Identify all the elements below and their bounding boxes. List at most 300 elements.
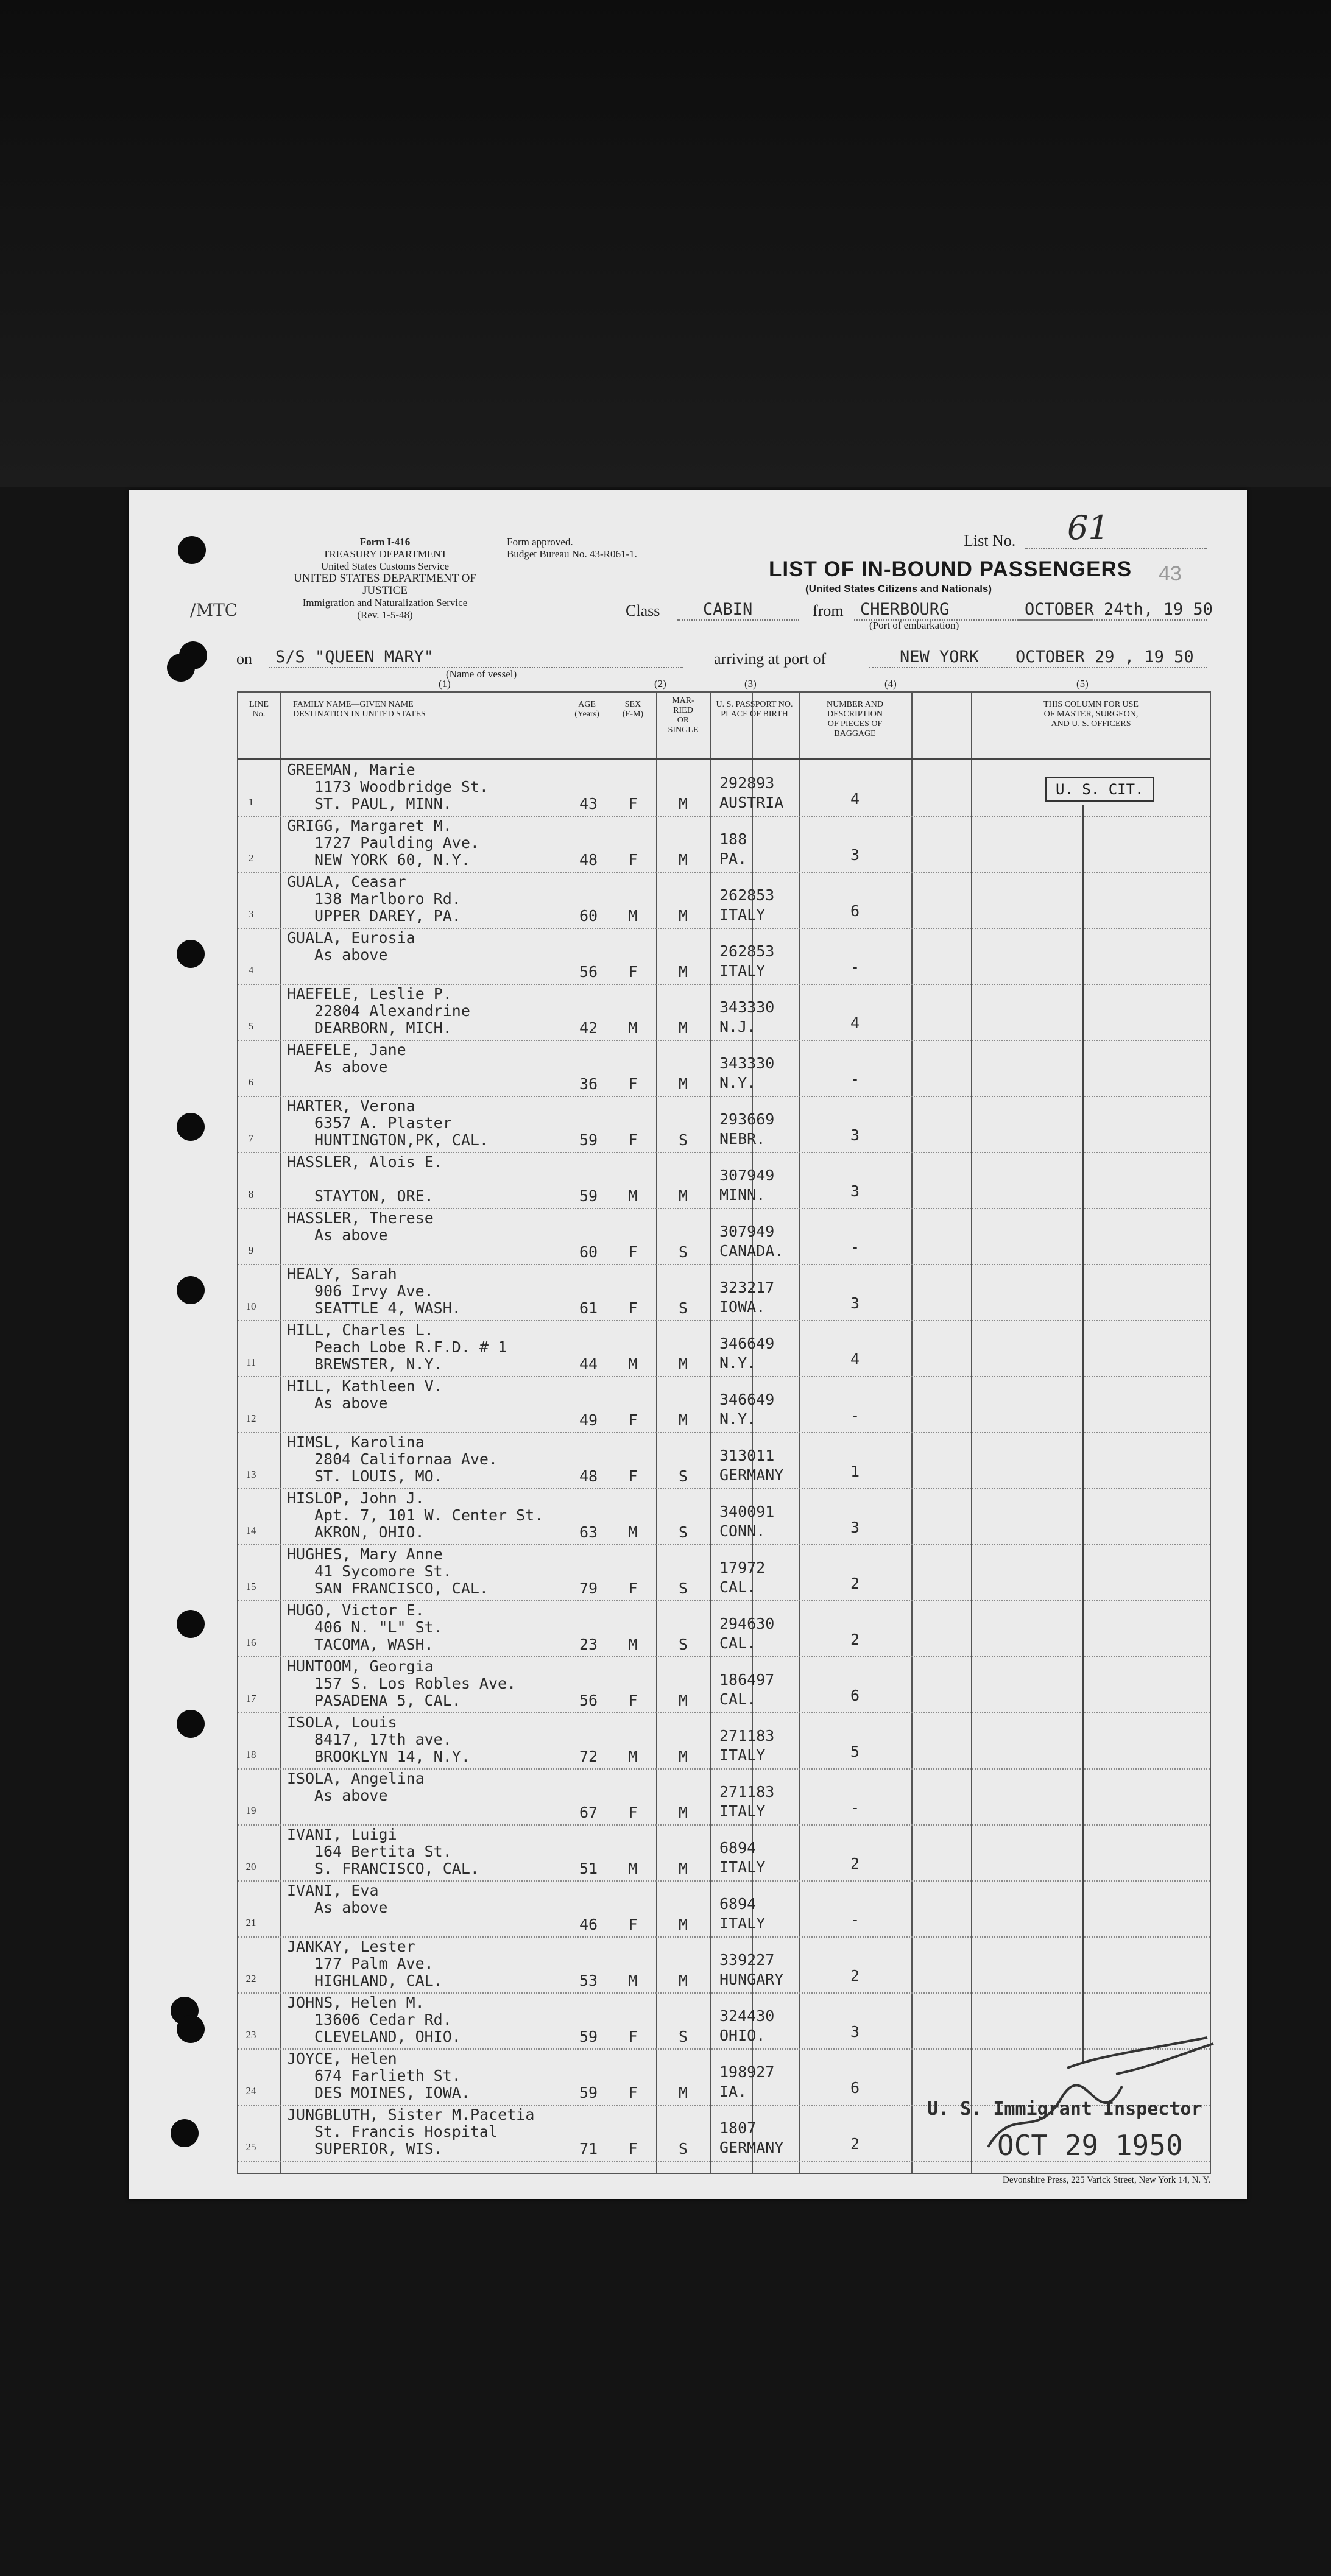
passenger-age: 51 bbox=[579, 1860, 598, 1877]
passport-number: 271183 bbox=[719, 1783, 775, 1801]
passenger-city: SUPERIOR, WIS. bbox=[314, 2140, 443, 2158]
passenger-age: 59 bbox=[579, 2084, 598, 2101]
passenger-name: HUGHES, Mary Anne bbox=[287, 1545, 443, 1563]
marital-status: M bbox=[678, 851, 688, 869]
passenger-sex: F bbox=[628, 1131, 638, 1149]
header-line-no: LINE No. bbox=[249, 700, 269, 719]
place-of-birth: ITALY bbox=[719, 1858, 766, 1876]
place-of-birth: GERMANY bbox=[719, 1466, 784, 1484]
place-of-birth: GERMANY bbox=[719, 2139, 784, 2156]
passenger-age: 56 bbox=[579, 963, 598, 981]
place-of-birth: AUSTRIA bbox=[719, 794, 784, 811]
list-number-line bbox=[1025, 548, 1207, 549]
table-row bbox=[238, 1936, 1210, 1994]
marital-status: M bbox=[678, 1748, 688, 1765]
passport-number: 323217 bbox=[719, 1279, 775, 1296]
passenger-name: GUALA, Ceasar bbox=[287, 873, 406, 891]
ins-service: Immigration and Naturalization Service bbox=[302, 597, 468, 609]
passenger-name: HILL, Kathleen V. bbox=[287, 1377, 443, 1395]
passenger-name: IVANI, Eva bbox=[287, 1882, 379, 1899]
table-row bbox=[238, 1376, 1210, 1433]
passenger-table bbox=[237, 691, 1211, 2174]
document-subtitle: (United States Citizens and Nationals) bbox=[805, 583, 992, 595]
us-citizen-stamp: U. S. CIT. bbox=[1045, 777, 1154, 802]
baggage-count: 5 bbox=[850, 1743, 860, 1760]
passport-number: 188 bbox=[719, 830, 747, 848]
inspector-signature-icon bbox=[976, 2031, 1220, 2165]
passenger-name: HISLOP, John J. bbox=[287, 1489, 425, 1507]
place-of-birth: ITALY bbox=[719, 962, 766, 979]
passenger-sex: M bbox=[628, 1019, 638, 1037]
place-of-birth: CAL. bbox=[719, 1690, 757, 1708]
punch-hole bbox=[177, 940, 205, 968]
passenger-address: As above bbox=[314, 1899, 388, 1916]
passenger-age: 49 bbox=[579, 1411, 598, 1429]
passenger-age: 36 bbox=[579, 1075, 598, 1093]
passenger-sex: F bbox=[628, 851, 638, 869]
passenger-manifest-page bbox=[129, 490, 1247, 2199]
passenger-name: JOYCE, Helen bbox=[287, 2050, 397, 2067]
line-number: 25 bbox=[245, 2141, 256, 2153]
passenger-sex: F bbox=[628, 1243, 638, 1261]
table-row bbox=[238, 1712, 1210, 1770]
passenger-address: St. Francis Hospital bbox=[314, 2123, 498, 2140]
stamped-page-number: 43 bbox=[1159, 562, 1182, 585]
punch-hole bbox=[171, 2119, 199, 2147]
line-number: 9 bbox=[248, 1244, 254, 1256]
marital-status: M bbox=[678, 1187, 688, 1205]
line-number: 12 bbox=[245, 1413, 256, 1424]
line-number: 13 bbox=[245, 1469, 256, 1480]
printer-footer: Devonshire Press, 225 Varick Street, New York 14, N. Y. bbox=[1003, 2175, 1210, 2185]
passport-number: 262853 bbox=[719, 886, 775, 904]
on-label: on bbox=[236, 650, 252, 668]
baggage-count: 1 bbox=[850, 1463, 860, 1480]
passenger-name: GRIGG, Margaret M. bbox=[287, 817, 452, 835]
passenger-address: 674 Farlieth St. bbox=[314, 2067, 461, 2084]
budget-bureau: Budget Bureau No. 43-R061-1. bbox=[507, 548, 637, 560]
departure-date: OCTOBER 24th, 19 50 bbox=[1025, 600, 1213, 619]
citizen-bracket-line bbox=[1082, 805, 1084, 2063]
marital-status: S bbox=[678, 1299, 688, 1317]
passenger-city: BREWSTER, N.Y. bbox=[314, 1355, 443, 1373]
embarkation-note: (Port of embarkation) bbox=[869, 619, 959, 631]
col-number-5: (5) bbox=[1076, 678, 1089, 690]
marital-status: M bbox=[678, 1019, 688, 1037]
line-number: 11 bbox=[245, 1357, 256, 1368]
passenger-sex: F bbox=[628, 2084, 638, 2101]
baggage-count: 6 bbox=[850, 902, 860, 920]
marital-status: M bbox=[678, 795, 688, 813]
passenger-sex: F bbox=[628, 1299, 638, 1317]
passenger-age: 59 bbox=[579, 2028, 598, 2045]
line-number: 18 bbox=[245, 1749, 256, 1760]
table-row bbox=[238, 1152, 1210, 1209]
passenger-address: Apt. 7, 101 W. Center St. bbox=[314, 1506, 544, 1524]
table-row bbox=[238, 1600, 1210, 1657]
table-row bbox=[238, 1768, 1210, 1826]
passenger-sex: F bbox=[628, 1916, 638, 1933]
passenger-name: HEALY, Sarah bbox=[287, 1265, 397, 1283]
passport-number: 343330 bbox=[719, 998, 775, 1016]
passenger-name: JOHNS, Helen M. bbox=[287, 1994, 425, 2011]
passport-number: 340091 bbox=[719, 1503, 775, 1520]
passenger-age: 46 bbox=[579, 1916, 598, 1933]
passenger-name: ISOLA, Angelina bbox=[287, 1770, 425, 1787]
punch-hole bbox=[177, 1710, 205, 1738]
passenger-city: DEARBORN, MICH. bbox=[314, 1019, 452, 1037]
list-number-handwritten: 61 bbox=[1067, 509, 1109, 547]
passenger-sex: M bbox=[628, 1860, 638, 1877]
form-number: Form I-416 bbox=[359, 536, 411, 548]
line-number: 10 bbox=[245, 1300, 256, 1312]
line-number: 2 bbox=[248, 852, 254, 864]
line-number: 19 bbox=[245, 1805, 256, 1816]
passenger-address: 13606 Cedar Rd. bbox=[314, 2011, 452, 2028]
passenger-city: STAYTON, ORE. bbox=[314, 1187, 434, 1205]
passenger-address: 1173 Woodbridge St. bbox=[314, 778, 489, 796]
table-row bbox=[238, 816, 1210, 873]
date-line bbox=[1019, 619, 1207, 621]
passenger-address: 2804 Californaa Ave. bbox=[314, 1450, 498, 1468]
passenger-address: 177 Palm Ave. bbox=[314, 1955, 434, 1972]
arrival-line bbox=[869, 667, 1207, 668]
passenger-age: 60 bbox=[579, 907, 598, 925]
passenger-age: 42 bbox=[579, 1019, 598, 1037]
table-header bbox=[238, 693, 1210, 760]
passenger-sex: F bbox=[628, 1075, 638, 1093]
passenger-sex: F bbox=[628, 1467, 638, 1485]
marital-status: S bbox=[678, 1467, 688, 1485]
passenger-age: 44 bbox=[579, 1355, 598, 1373]
passenger-age: 48 bbox=[579, 1467, 598, 1485]
passenger-city: NEW YORK 60, N.Y. bbox=[314, 851, 470, 869]
passenger-name: HUNTOOM, Georgia bbox=[287, 1657, 434, 1675]
list-number-label: List No. bbox=[964, 532, 1016, 549]
passport-number: 262853 bbox=[719, 942, 775, 960]
baggage-count: - bbox=[850, 1799, 860, 1816]
passenger-age: 43 bbox=[579, 795, 598, 813]
passenger-city: TACOMA, WASH. bbox=[314, 1636, 434, 1653]
place-of-birth: CANADA. bbox=[719, 1242, 784, 1260]
place-of-birth: IA. bbox=[719, 2083, 747, 2100]
marital-status: S bbox=[678, 1243, 688, 1261]
line-number: 8 bbox=[248, 1188, 254, 1200]
vessel-note: (Name of vessel) bbox=[446, 668, 517, 680]
passenger-name: JUNGBLUTH, Sister M.Pacetia bbox=[287, 2106, 535, 2123]
passenger-address: As above bbox=[314, 1058, 388, 1076]
marital-status: S bbox=[678, 1131, 688, 1149]
passenger-age: 53 bbox=[579, 1972, 598, 1989]
passport-number: 293669 bbox=[719, 1110, 775, 1128]
passenger-age: 60 bbox=[579, 1243, 598, 1261]
line-number: 23 bbox=[245, 2029, 256, 2041]
place-of-birth: CAL. bbox=[719, 1578, 757, 1596]
passenger-sex: M bbox=[628, 1636, 638, 1653]
baggage-count: 3 bbox=[850, 1519, 860, 1536]
col-number-1: (1) bbox=[439, 678, 451, 690]
table-row bbox=[238, 1544, 1210, 1601]
passenger-city: SEATTLE 4, WASH. bbox=[314, 1299, 461, 1317]
place-of-birth: N.J. bbox=[719, 1018, 757, 1036]
punch-hole bbox=[177, 1610, 205, 1638]
passenger-name: GREEMAN, Marie bbox=[287, 761, 415, 778]
passport-number: 313011 bbox=[719, 1447, 775, 1464]
passenger-sex: F bbox=[628, 2140, 638, 2158]
passport-number: 307949 bbox=[719, 1223, 775, 1240]
passenger-name: HUGO, Victor E. bbox=[287, 1601, 425, 1619]
table-row bbox=[238, 1880, 1210, 1938]
line-number: 21 bbox=[245, 1917, 256, 1928]
table-row bbox=[238, 1320, 1210, 1377]
line-number: 14 bbox=[245, 1525, 256, 1536]
line-number: 15 bbox=[245, 1581, 256, 1592]
place-of-birth: CONN. bbox=[719, 1522, 766, 1540]
arrival-port: NEW YORK bbox=[900, 648, 980, 666]
vessel-name: S/S "QUEEN MARY" bbox=[275, 648, 434, 666]
col-number-3: (3) bbox=[744, 678, 757, 690]
passenger-sex: F bbox=[628, 2028, 638, 2045]
place-of-birth: OHIO. bbox=[719, 2027, 766, 2044]
passenger-city: SAN FRANCISCO, CAL. bbox=[314, 1579, 489, 1597]
place-of-birth: MINN. bbox=[719, 1186, 766, 1204]
passenger-sex: M bbox=[628, 1523, 638, 1541]
inspector-stamp: U. S. Immigrant Inspector bbox=[927, 2098, 1202, 2120]
passenger-name: HAEFELE, Jane bbox=[287, 1041, 406, 1059]
passenger-sex: M bbox=[628, 1748, 638, 1765]
marital-status: S bbox=[678, 2140, 688, 2158]
passenger-sex: M bbox=[628, 907, 638, 925]
table-row bbox=[238, 1488, 1210, 1545]
passport-number: 198927 bbox=[719, 2063, 775, 2081]
passenger-address: 6357 A. Plaster bbox=[314, 1114, 452, 1132]
passenger-address: Peach Lobe R.F.D. # 1 bbox=[314, 1338, 507, 1356]
baggage-count: 2 bbox=[850, 2135, 860, 2153]
line-number: 3 bbox=[248, 908, 254, 920]
passenger-sex: M bbox=[628, 1355, 638, 1373]
passenger-address: 8417, 17th ave. bbox=[314, 1731, 452, 1748]
punch-hole bbox=[177, 2015, 205, 2043]
baggage-count: 2 bbox=[850, 1631, 860, 1648]
line-number: 5 bbox=[248, 1020, 254, 1032]
baggage-count: - bbox=[850, 1238, 860, 1256]
marital-status: M bbox=[678, 1411, 688, 1429]
passenger-address: 157 S. Los Robles Ave. bbox=[314, 1674, 517, 1692]
passenger-address: 41 Sycomore St. bbox=[314, 1562, 452, 1580]
passenger-address: As above bbox=[314, 1394, 388, 1412]
passenger-address: 906 Irvy Ave. bbox=[314, 1282, 434, 1300]
treasury-department: TREASURY DEPARTMENT bbox=[322, 548, 448, 560]
passenger-name: HILL, Charles L. bbox=[287, 1321, 434, 1339]
marital-status: M bbox=[678, 907, 688, 925]
passenger-city: ST. LOUIS, MO. bbox=[314, 1467, 443, 1485]
passport-number: 6894 bbox=[719, 1839, 757, 1857]
baggage-count: 3 bbox=[850, 846, 860, 864]
marital-status: M bbox=[678, 1355, 688, 1373]
passenger-sex: M bbox=[628, 1187, 638, 1205]
table-row bbox=[238, 872, 1210, 929]
passport-number: 346649 bbox=[719, 1391, 775, 1408]
passport-number: 343330 bbox=[719, 1054, 775, 1072]
baggage-count: 3 bbox=[850, 1126, 860, 1144]
place-of-birth: HUNGARY bbox=[719, 1971, 784, 1988]
passenger-age: 59 bbox=[579, 1131, 598, 1149]
baggage-count: - bbox=[850, 1406, 860, 1424]
table-row bbox=[238, 1264, 1210, 1321]
passport-number: 1807 bbox=[719, 2119, 757, 2137]
passport-number: 346649 bbox=[719, 1335, 775, 1352]
passenger-name: HASSLER, Alois E. bbox=[287, 1153, 443, 1171]
passenger-address: 22804 Alexandrine bbox=[314, 1002, 470, 1020]
place-of-birth: N.Y. bbox=[719, 1074, 757, 1092]
passenger-address: As above bbox=[314, 1226, 388, 1244]
passenger-city: BROOKLYN 14, N.Y. bbox=[314, 1748, 470, 1765]
passenger-sex: F bbox=[628, 795, 638, 813]
passenger-city: HUNTINGTON,PK, CAL. bbox=[314, 1131, 489, 1149]
marital-status: S bbox=[678, 1523, 688, 1541]
header-name: FAMILY NAME—GIVEN NAME DESTINATION IN UNITED STATES bbox=[293, 700, 426, 719]
passenger-city: UPPER DAREY, PA. bbox=[314, 907, 461, 925]
passenger-sex: F bbox=[628, 1692, 638, 1709]
margin-annotation: /MTC bbox=[190, 600, 238, 620]
arriving-label: arriving at port of bbox=[714, 650, 827, 668]
passenger-address: 164 Bertita St. bbox=[314, 1843, 452, 1860]
passenger-age: 61 bbox=[579, 1299, 598, 1317]
place-of-birth: ITALY bbox=[719, 906, 766, 923]
table-row bbox=[238, 1656, 1210, 1713]
place-of-birth: N.Y. bbox=[719, 1410, 757, 1428]
baggage-count: - bbox=[850, 1070, 860, 1088]
table-row bbox=[238, 1432, 1210, 1489]
passenger-name: GUALA, Eurosia bbox=[287, 929, 415, 947]
passenger-address: As above bbox=[314, 1787, 388, 1804]
form-revision: (Rev. 1-5-48) bbox=[357, 609, 413, 621]
marital-status: M bbox=[678, 1860, 688, 1877]
form-approved: Form approved. bbox=[507, 536, 573, 548]
header-baggage: NUMBER AND DESCRIPTION OF PIECES OF BAGGAGE bbox=[827, 700, 883, 738]
passenger-age: 48 bbox=[579, 851, 598, 869]
budget-approval bbox=[507, 536, 690, 560]
baggage-count: 3 bbox=[850, 1182, 860, 1200]
col-number-2: (2) bbox=[654, 678, 666, 690]
passenger-city: CLEVELAND, OHIO. bbox=[314, 2028, 461, 2045]
passenger-name: HAEFELE, Leslie P. bbox=[287, 985, 452, 1003]
table-row bbox=[238, 928, 1210, 985]
passenger-city: AKRON, OHIO. bbox=[314, 1523, 425, 1541]
line-number: 22 bbox=[245, 1973, 256, 1985]
class-value: CABIN bbox=[703, 600, 753, 619]
table-row bbox=[238, 1208, 1210, 1265]
line-number: 24 bbox=[245, 2085, 256, 2097]
scan-background bbox=[0, 0, 1331, 487]
from-label: from bbox=[813, 602, 844, 619]
passenger-age: 67 bbox=[579, 1804, 598, 1821]
marital-status: M bbox=[678, 1692, 688, 1709]
line-number: 7 bbox=[248, 1132, 254, 1144]
class-label: Class bbox=[626, 602, 660, 619]
place-of-birth: N.Y. bbox=[719, 1354, 757, 1372]
passport-number: 6894 bbox=[719, 1895, 757, 1913]
marital-status: S bbox=[678, 2028, 688, 2045]
baggage-count: 2 bbox=[850, 1855, 860, 1872]
inspection-date-stamp: OCT 29 1950 bbox=[997, 2129, 1183, 2162]
passenger-city: DES MOINES, IOWA. bbox=[314, 2084, 470, 2101]
passenger-city: HIGHLAND, CAL. bbox=[314, 1972, 443, 1989]
baggage-count: 3 bbox=[850, 1294, 860, 1312]
passport-number: 271183 bbox=[719, 1727, 775, 1745]
passenger-city: PASADENA 5, CAL. bbox=[314, 1692, 461, 1709]
place-of-birth: ITALY bbox=[719, 1746, 766, 1764]
baggage-count: 4 bbox=[850, 1350, 860, 1368]
passenger-age: 63 bbox=[579, 1523, 598, 1541]
place-of-birth: ITALY bbox=[719, 1802, 766, 1820]
passenger-age: 71 bbox=[579, 2140, 598, 2158]
embarkation-port: CHERBOURG bbox=[860, 600, 950, 619]
passenger-city: ST. PAUL, MINN. bbox=[314, 795, 452, 813]
line-number: 1 bbox=[248, 796, 254, 808]
marital-status: M bbox=[678, 1075, 688, 1093]
table-row bbox=[238, 1040, 1210, 1097]
passenger-address: 1727 Paulding Ave. bbox=[314, 834, 479, 852]
passenger-sex: F bbox=[628, 1804, 638, 1821]
passenger-name: IVANI, Luigi bbox=[287, 1826, 397, 1843]
passport-number: 292893 bbox=[719, 774, 775, 792]
customs-service: United States Customs Service bbox=[320, 560, 450, 572]
passenger-age: 79 bbox=[579, 1579, 598, 1597]
document-title: LIST OF IN-BOUND PASSENGERS bbox=[769, 557, 1132, 581]
form-header-block bbox=[275, 536, 495, 621]
passport-number: 294630 bbox=[719, 1615, 775, 1632]
baggage-count: 6 bbox=[850, 2079, 860, 2097]
line-number: 6 bbox=[248, 1076, 254, 1088]
baggage-count: 2 bbox=[850, 1967, 860, 1985]
passport-number: 186497 bbox=[719, 1671, 775, 1689]
header-sex: SEX (F-M) bbox=[622, 700, 644, 719]
passenger-age: 72 bbox=[579, 1748, 598, 1765]
punch-hole bbox=[177, 1113, 205, 1141]
passenger-sex: F bbox=[628, 1579, 638, 1597]
punch-hole bbox=[177, 1276, 205, 1304]
baggage-count: 2 bbox=[850, 1575, 860, 1592]
passenger-sex: F bbox=[628, 963, 638, 981]
line-number: 20 bbox=[245, 1861, 256, 1872]
baggage-count: 4 bbox=[850, 790, 860, 808]
marital-status: M bbox=[678, 1972, 688, 1989]
line-number: 16 bbox=[245, 1637, 256, 1648]
header-passport: U. S. PASSPORT NO. PLACE OF BIRTH bbox=[716, 700, 793, 719]
passport-number: 17972 bbox=[719, 1559, 766, 1576]
baggage-count: - bbox=[850, 958, 860, 976]
passenger-name: JANKAY, Lester bbox=[287, 1938, 415, 1955]
department-of-justice: UNITED STATES DEPARTMENT OF JUSTICE bbox=[294, 572, 476, 597]
passenger-name: HARTER, Verona bbox=[287, 1097, 415, 1115]
passenger-sex: M bbox=[628, 1972, 638, 1989]
baggage-count: 6 bbox=[850, 1687, 860, 1704]
passenger-name: HASSLER, Therese bbox=[287, 1209, 434, 1227]
header-age: AGE (Years) bbox=[574, 700, 599, 719]
table-row bbox=[238, 984, 1210, 1041]
passenger-name: HIMSL, Karolina bbox=[287, 1433, 425, 1451]
passport-number: 324430 bbox=[719, 2007, 775, 2025]
place-of-birth: CAL. bbox=[719, 1634, 757, 1652]
baggage-count: 3 bbox=[850, 2023, 860, 2041]
place-of-birth: PA. bbox=[719, 850, 747, 867]
col-number-4: (4) bbox=[884, 678, 897, 690]
passenger-age: 23 bbox=[579, 1636, 598, 1653]
table-row bbox=[238, 1096, 1210, 1153]
place-of-birth: ITALY bbox=[719, 1914, 766, 1932]
place-of-birth: IOWA. bbox=[719, 1298, 766, 1316]
